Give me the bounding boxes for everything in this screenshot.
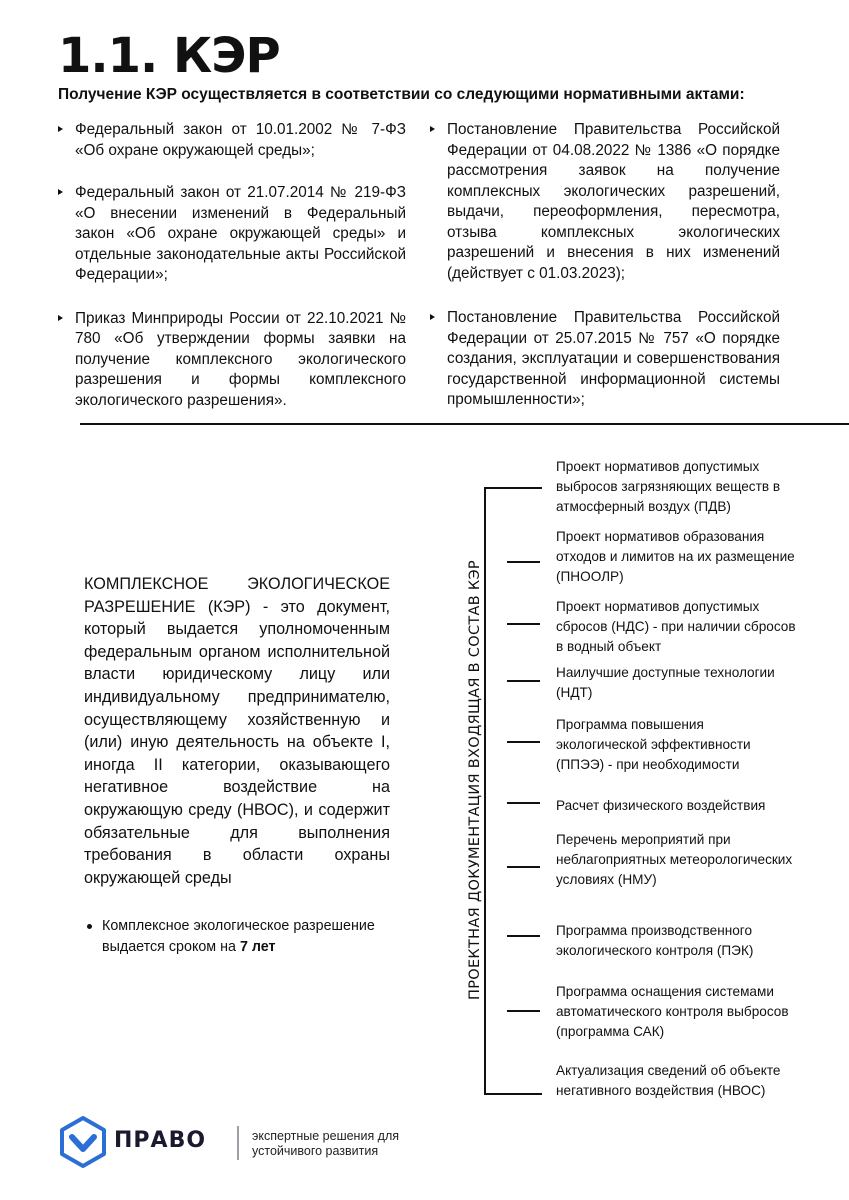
act-text: Федеральный закон от 21.07.2014 № 219-ФЗ «О внесении изменений в Федеральный закон «Об охране окружающей среды» и отдельные законодательные акты Российской Федерации»; [75, 184, 406, 283]
documentation-bracket [484, 487, 542, 1095]
footer-divider [237, 1126, 239, 1160]
act-text: Федеральный закон от 10.01.2002 № 7-ФЗ «Об охране окружающей среды»; [75, 121, 406, 159]
brand-tagline [252, 1129, 399, 1159]
bracket-tick [507, 623, 540, 625]
act-item [430, 308, 780, 411]
act-item [58, 309, 406, 412]
documentation-item: Проект нормативов допустимых сбросов (НДС) - при наличии сбросов в водный объект [556, 599, 796, 654]
brand-name: ПРАВО [114, 1128, 207, 1153]
act-item [430, 120, 780, 284]
documentation-item: Проект нормативов допустимых выбросов загрязняющих веществ в атмосферный воздух (ПДВ) [556, 459, 781, 514]
bracket-tick [507, 741, 540, 743]
normative-acts-left [58, 120, 406, 411]
documentation-item: Программа оснащения системами автоматического контроля выбросов (программа САК) [556, 984, 789, 1039]
act-text: Постановление Правительства Российской Федерации от 25.07.2015 № 757 «О порядке создания, эксплуатации и совершенствования государственной информационной системы промышленности»; [447, 309, 780, 408]
act-item [58, 120, 406, 161]
page-subtitle: Получение КЭР осуществляется в соответствии со следующими нормативными актами: [58, 86, 745, 103]
bracket-tick [507, 1010, 540, 1012]
act-text: Постановление Правительства Российской Федерации от 04.08.2022 № 1386 «О порядке рассмотрения заявок на получение комплексных экологических разрешений, выдачи, переоформления, пересмотра, отзыва комплексных экологических разрешений и внесения в них изменений (действует с 01.03.2023); [447, 121, 780, 282]
bullet-dot-icon [87, 924, 92, 929]
tagline-line: устойчивого развития [252, 1144, 379, 1158]
triangle-bullet-icon [430, 314, 435, 320]
bracket-tick [507, 802, 540, 804]
normative-acts-right [430, 120, 780, 411]
documentation-item: Актуализация сведений об объекте негативного воздействия (НВОС) [556, 1063, 781, 1098]
act-text: Приказ Минприроды России от 22.10.2021 № 780 «Об утверждении формы заявки на получение комплексного экологического разрешения и формы комплексного экологического разрешения». [75, 309, 406, 409]
ker-definition: КОМПЛЕКСНОЕ ЭКОЛОГИЧЕСКОЕ РАЗРЕШЕНИЕ (КЭР) - это документ, который выдается уполномоченным федеральным органом исполнительной власти юридическому лицу или индивидуальному предпринимателю, осуществляющему хозяйственную и (или) иную деятельность на объекте I, иногда II категории, оказывающего негативное воздействие на окружающую среду (НВОС), и содержит обязательные для выполнения требования в области охраны окружающей среды [84, 575, 390, 887]
triangle-bullet-icon [430, 126, 435, 132]
act-item [58, 183, 406, 286]
pravo-logo-icon [60, 1116, 106, 1168]
bracket-tick [507, 561, 540, 563]
triangle-bullet-icon [58, 189, 63, 195]
validity-text: Комплексное экологическое разрешение выдается сроком на [102, 918, 375, 955]
bracket-tick [507, 680, 540, 682]
tagline-line: экспертные решения для [252, 1129, 400, 1143]
documentation-label: ПРОЕКТНАЯ ДОКУМЕНТАЦИЯ ВХОДЯЩАЯ В СОСТАВ КЭР [467, 560, 483, 1000]
triangle-bullet-icon [58, 315, 63, 321]
bracket-tick [507, 866, 540, 868]
validity-note [84, 916, 412, 958]
documentation-item: Расчет физического воздействия [556, 798, 766, 813]
triangle-bullet-icon [58, 126, 63, 132]
documentation-item: Перечень мероприятий при неблагоприятных метеорологических условиях (НМУ) [556, 832, 793, 887]
documentation-item: Наилучшие доступные технологии (НДТ) [556, 665, 775, 700]
validity-term: 7 лет [239, 939, 276, 955]
section-divider [80, 423, 849, 425]
documentation-item: Проект нормативов образования отходов и лимитов на их размещение (ПНООЛР) [556, 529, 795, 584]
bracket-tick [507, 935, 540, 937]
documentation-item: Программа производственного экологического контроля (ПЭК) [556, 923, 754, 958]
documentation-item: Программа повышения экологической эффективности (ППЭЭ) - при необходимости [556, 717, 751, 772]
page-title: 1.1. КЭР [58, 28, 280, 84]
